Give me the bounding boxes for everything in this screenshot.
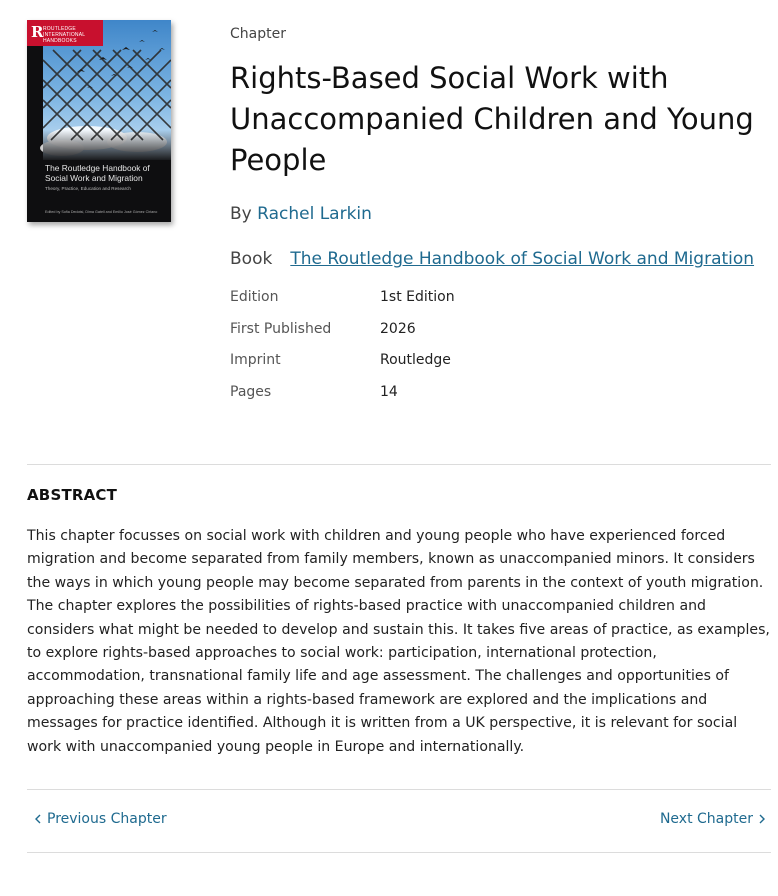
- divider: [27, 852, 771, 853]
- meta-label: Imprint: [230, 352, 281, 369]
- author-link[interactable]: Rachel Larkin: [257, 204, 372, 224]
- meta-label: Pages: [230, 384, 272, 401]
- byline-prefix: By: [230, 204, 252, 224]
- meta-value: Routledge: [380, 352, 451, 369]
- meta-value: 14: [380, 384, 398, 401]
- chevron-right-icon: [756, 813, 768, 825]
- meta-value: 1st Edition: [380, 289, 455, 305]
- next-chapter-link[interactable]: [660, 811, 768, 827]
- book-title-link[interactable]: The Routledge Handbook of Social Work and Migration: [290, 249, 755, 269]
- content-type-label: Chapter: [230, 26, 286, 42]
- abstract-heading: ABSTRACT: [27, 486, 118, 504]
- meta-row-imprint: [230, 352, 455, 384]
- routledge-logo-icon: R: [31, 23, 44, 41]
- meta-label: First Published: [230, 320, 332, 337]
- divider: [27, 789, 771, 790]
- cover-subtitle: Theory, Practice, Education and Research: [45, 186, 131, 191]
- previous-chapter-label: Previous Chapter: [47, 811, 167, 827]
- meta-label: Edition: [230, 289, 279, 305]
- badge-subtext: HANDBOOKS: [43, 38, 77, 44]
- meta-row-pages: [230, 384, 455, 416]
- meta-row-first-published: [230, 321, 455, 353]
- book-cover[interactable]: [27, 20, 171, 222]
- publisher-badge: [27, 20, 103, 46]
- book-label: Book: [230, 249, 273, 269]
- meta-row-edition: [230, 289, 455, 321]
- metadata-table: [230, 289, 455, 416]
- badge-text: ROUTLEDGE INTERNATIONAL: [43, 26, 86, 38]
- previous-chapter-link[interactable]: [32, 811, 167, 827]
- next-chapter-label: Next Chapter: [659, 811, 753, 827]
- divider: [27, 464, 771, 465]
- abstract-text: This chapter focusses on social work with children and young people who have experienced forced migration and become separated from family members, known as unaccompanied minors. It considers the ways in which young people may become separated from parents in the context of youth migration. The chapter explores the possibilities of rights-based practice with unaccompanied children and considers what might be needed to develop and sustain this. It takes five areas of practice, as examples, to explore rights-based approaches to social work: participation, international protection, accommodation, transnational family life and age assessment. The challenges and opportunities of approaching these areas within a rights-based framework are explored and the implications and messages for practice identified. Although it is written from a UK perspective, it is relevant for social work with unaccompanied young people in Europe and internationally.: [27, 528, 770, 755]
- book-row: [230, 249, 754, 269]
- meta-value: 2026: [380, 320, 416, 337]
- cover-editors: Edited by Sofia Dedotsi, Dima Gatell and Emilio José Gómez Ciriano: [45, 210, 158, 214]
- chevron-left-icon: [32, 813, 44, 825]
- byline: [230, 204, 372, 224]
- cover-title: The Routledge Handbook of Social Work and Migration: [45, 163, 150, 183]
- chapter-title: Rights-Based Social Work with Unaccompanied Children and Young People: [230, 61, 754, 177]
- cover-text: [45, 163, 169, 192]
